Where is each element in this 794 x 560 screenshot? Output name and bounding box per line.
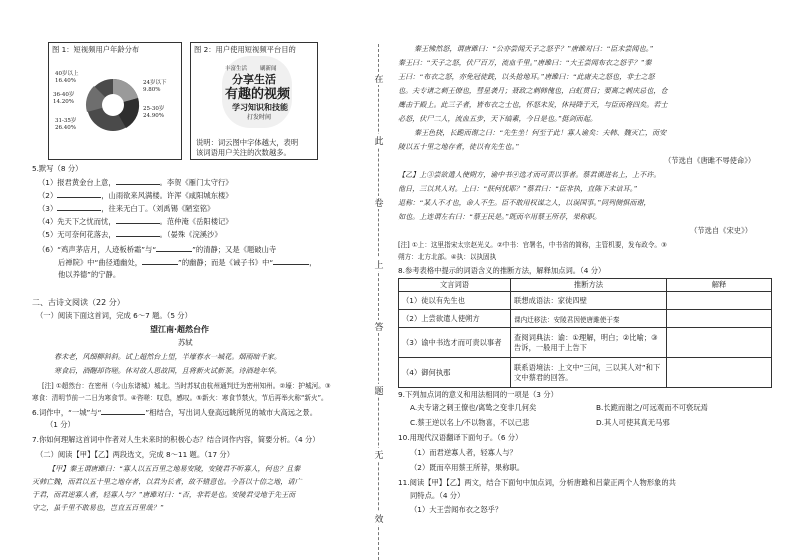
binding-char-5: 答 [372, 320, 386, 333]
table-cell: （2）上尝欲遣人使朔方 [399, 310, 511, 328]
label-31-35: 31-35岁 26.40% [55, 118, 77, 131]
q5-heading: 5.默写（8 分） [32, 164, 83, 173]
table-row [399, 292, 772, 310]
q10: 10.用现代汉语翻译下面句子。（6 分） [398, 433, 523, 442]
q9-option-b[interactable]: B.长跪而谢之/可远观而不可亵玩焉 [596, 403, 708, 412]
yi-note-2: 朔方：北方北部。④执：以执固执 [398, 253, 497, 261]
q6: 6.词作中，“一城”与“ ”相结合，写出词人登高远眺所见的城市大高远之景。 [32, 408, 317, 417]
answer-cell[interactable] [667, 358, 772, 388]
q9-option-a[interactable]: A.夫专诸之刺王僚也/离鸷之变非几何矣 [410, 403, 537, 412]
poem-note-1: [注] ①超然台：在密州（今山东诸城）城北。当时苏轼由杭州通判迁为密州知州。②壕：护城河。③ [42, 382, 331, 390]
table-row [399, 358, 772, 388]
q5-line-1: （1）报君黄金台上意， 。李贺《雁门太守行》 [38, 178, 233, 187]
q7: 7.你如何理解这首词中作者对人生未来时的积极心态？结合词作内容，简要分析。（4 分） [32, 435, 320, 444]
q6-points: （1 分） [46, 420, 75, 429]
poem-line-1: 春未老，风细柳斜斜。试上超然台上望，半壕春水一城花。烟雨暗千家。 [54, 353, 281, 361]
col-header: 解释 [667, 279, 772, 292]
binding-char-4: 上 [372, 258, 386, 271]
right-line-8: 陵以五十里之地存者，徒以有先生也。” [398, 143, 519, 151]
source-2: （节选自《宋史》） [690, 226, 753, 235]
right-line-6: 必怒，伏尸二人，流血五步，天下缟素，今日是也。”挺剑而起。 [398, 115, 598, 123]
cloud-word-2: 有趣的视频 [225, 87, 291, 102]
table-row [399, 310, 772, 328]
jia-line-3: 于君，而君逆寡人者，轻寡人与？”唐雎对曰：“否，非若是也。安陵君受地于先王而 [32, 491, 296, 499]
label-36-40: 36-40岁 14.20% [53, 92, 75, 105]
q11: 11.阅读【甲】【乙】两文，结合下面句中加点词，分析唐雎和吕蒙正两个人物形象的共 [398, 478, 676, 487]
q5-line-5: （5）无可奈何花落去， 。（晏殊《浣溪沙》 [38, 230, 222, 239]
col-header: 推断方法 [511, 279, 667, 292]
table-cell: （1）徒以有先生也 [399, 292, 511, 310]
poem-line-2: 寒食后，酒醒却咨嗟。休对故人思故国，且将新火试新茶。诗酒趁年华。 [54, 367, 281, 375]
figure-2-note-2: 该词语用户关注的次数越多。 [196, 148, 291, 157]
cloud-word-4: 打发时间 [247, 114, 272, 121]
cloud-word-6: 刷新闻 [260, 66, 277, 72]
yi-line-4: 如也。上连谓左右曰：“蔡王民是。”既而卒用蔡王所荐，果称职。 [398, 213, 601, 221]
q9-option-c[interactable]: C.蔡王逆以名上/不以物喜，不以己悲 [410, 418, 530, 427]
binding-char-6: 题 [372, 384, 386, 397]
q5-line-3: （3） ，往来无白丁。（刘禹锡《陋室铭》 [38, 204, 215, 213]
label-40plus: 40岁以上 16.40% [55, 71, 79, 84]
table-cell: 课内迁移法：安陵君因使唐雎使于秦 [511, 310, 667, 328]
answer-cell[interactable] [667, 310, 772, 328]
section-2-heading: 二、古诗文阅读（22 分） [32, 298, 125, 307]
right-line-3: 王曰：“布衣之怒，亦免冠徒跣，以头抢地耳。”唐雎曰：“此庸夫之怒也，非士之怒 [398, 73, 655, 81]
q5-line-6c: 他以养德”的宁静。 [58, 270, 121, 279]
yi-note-1: [注] ①上：这里指宋太宗赵光义。②中书：官署名，中书省的简称，主管机要，发布政令。③ [398, 241, 667, 249]
section-2-sub-2: （二）阅读【甲】【乙】两段选文，完成 8～11 题。（17 分） [36, 450, 234, 459]
table-row [399, 328, 772, 358]
col-header: 文言词语 [399, 279, 511, 292]
q5-line-6b: 后禅院》中“曲径通幽处， ”的幽静；而是《诫子书》中“ ， [58, 258, 317, 267]
yi-line-2: 他日，三以其人对。上曰：“朕何忧耶？”蔡君曰：“臣非执，直陈下未谙耳。” [398, 185, 638, 193]
right-line-5: 鹰击于殿上。此三子者，皆布衣之士也，怀怒未发，休祲降于天，与臣而将四矣。若士 [398, 101, 668, 109]
jia-line-2: 灭韩亡魏，而君以五十里之地存者，以君为长者，故不错意也。今吾以十倍之地，请广 [32, 478, 302, 486]
table-cell: 联想成语法：家徒四壁 [511, 292, 667, 310]
figure-1-title: 图 1：短视频用户年龄分布 [52, 45, 140, 54]
q10-sentence-2: （2）既而卒用蔡王所荐，果称职。 [410, 463, 525, 472]
table-cell: 查阅词典法：谕：①理解，明白；②比喻；③告诉，一般用于上告下 [511, 328, 667, 358]
binding-line [378, 44, 379, 560]
jia-line-4: 守之，虽千里不敢易也，岂直五百里哉？” [32, 504, 164, 512]
binding-char-7: 无 [372, 448, 386, 461]
cloud-word-1: 分享生活 [232, 73, 276, 86]
right-line-4: 也。夫专诸之刺王僚也，彗星袭月；聂政之刺韩傀也，白虹贯日；要离之刺庆忌也，仓 [398, 87, 668, 95]
table-cell: （4）御何执那 [399, 358, 511, 388]
poem-note-2: 寒食：清明节前一二日为寒食节。④咨嗟：叹息，感叹。⑤新火：寒食节禁火，节后再举火称“新火”。 [32, 394, 328, 402]
answer-cell[interactable] [667, 292, 772, 310]
binding-char-2: 此 [372, 134, 386, 147]
cloud-word-3: 学习知识和技能 [232, 103, 288, 112]
cloud-word-5: 丰富生活 [225, 66, 248, 72]
poem-title: 望江南·超然台作 [150, 325, 210, 334]
q5-line-6: （6）“鸡声茅店月，人迹板桥霜”与“ ”的清静；又是《题破山寺 [38, 245, 277, 254]
q9-option-d[interactable]: D.其人可使其真无马邪 [596, 418, 670, 427]
table-header-row [399, 279, 772, 292]
q11-sentence-1: （1）大王尝闻布衣之怒乎？ [410, 505, 503, 514]
yi-line-1: 【乙】上③尝欲遣人使朔方，谕中书④选才而可责以事者。蔡君谟进名上，上不许。 [398, 171, 661, 179]
q8: 8.参考表格中提示的词语含义的推断方法，解释加点词。（4 分） [398, 266, 606, 275]
q5-line-4: （4）先天下之忧而忧， 。范仲淹《岳阳楼记》 [38, 217, 233, 226]
q9: 9.下列加点词的意义和用法相同的一项是（3 分） [398, 390, 558, 399]
donut-hole [102, 94, 124, 116]
inference-table [398, 278, 772, 388]
q10-sentence-1: （1）而君逆寡人者，轻寡人与？ [410, 448, 517, 457]
source-1: （节选自《唐雎不辱使命》） [664, 156, 756, 165]
donut-chart [82, 74, 144, 136]
right-line-2: 秦王曰：“天子之怒，伏尸百万，流血千里。”唐雎曰：“大王尝闻布衣之怒乎？”秦 [398, 59, 652, 67]
binding-char-8: 效 [372, 512, 386, 525]
figure-2-note-1: 说明：词云图中字体越大，表明 [196, 138, 299, 147]
q5-line-2: （2） ，山雨欲来风满楼。许浑《咸阳城东楼》 [38, 191, 233, 200]
section-2-sub-1: （一）阅读下面这首词，完成 6～7 题。（5 分） [36, 311, 192, 320]
binding-char-3: 卷 [372, 196, 386, 209]
label-under24: 24岁以下 9.80% [143, 80, 167, 93]
poem-author: 苏轼 [178, 338, 193, 347]
right-line-1: 秦王怫然怒，谓唐雎曰：“公亦尝闻天子之怒乎？”唐雎对曰：“臣未尝闻也。” [414, 45, 654, 53]
table-cell: （3）谕中书选才而可责以事者 [399, 328, 511, 358]
yi-line-3: 退称：“某人不才也，命人不生。臣不敢用权谋之人，以误国事。”同列侧惧而谢， [398, 199, 651, 207]
label-25-30: 25-30岁 24.90% [143, 106, 165, 119]
right-line-7: 秦王色挠，长跪而谢之曰：“先生坐！何至于此！寡人谕矣：夫韩、魏灭亡，而安 [414, 129, 667, 137]
figure-2-title: 图 2：用户使用短视频平台目的 [194, 45, 296, 54]
q11-points: 同特点。（4 分） [410, 491, 465, 500]
jia-line-1: 【甲】秦王谓唐雎曰：“寡人以五百里之地易安陵，安陵君不听寡人，何也？且秦 [48, 465, 301, 473]
answer-cell[interactable] [667, 328, 772, 358]
table-cell: 联系语境法：上文中“三问，三以其人对”和下文中蔡君的回答。 [511, 358, 667, 388]
binding-char-1: 在 [372, 72, 386, 85]
